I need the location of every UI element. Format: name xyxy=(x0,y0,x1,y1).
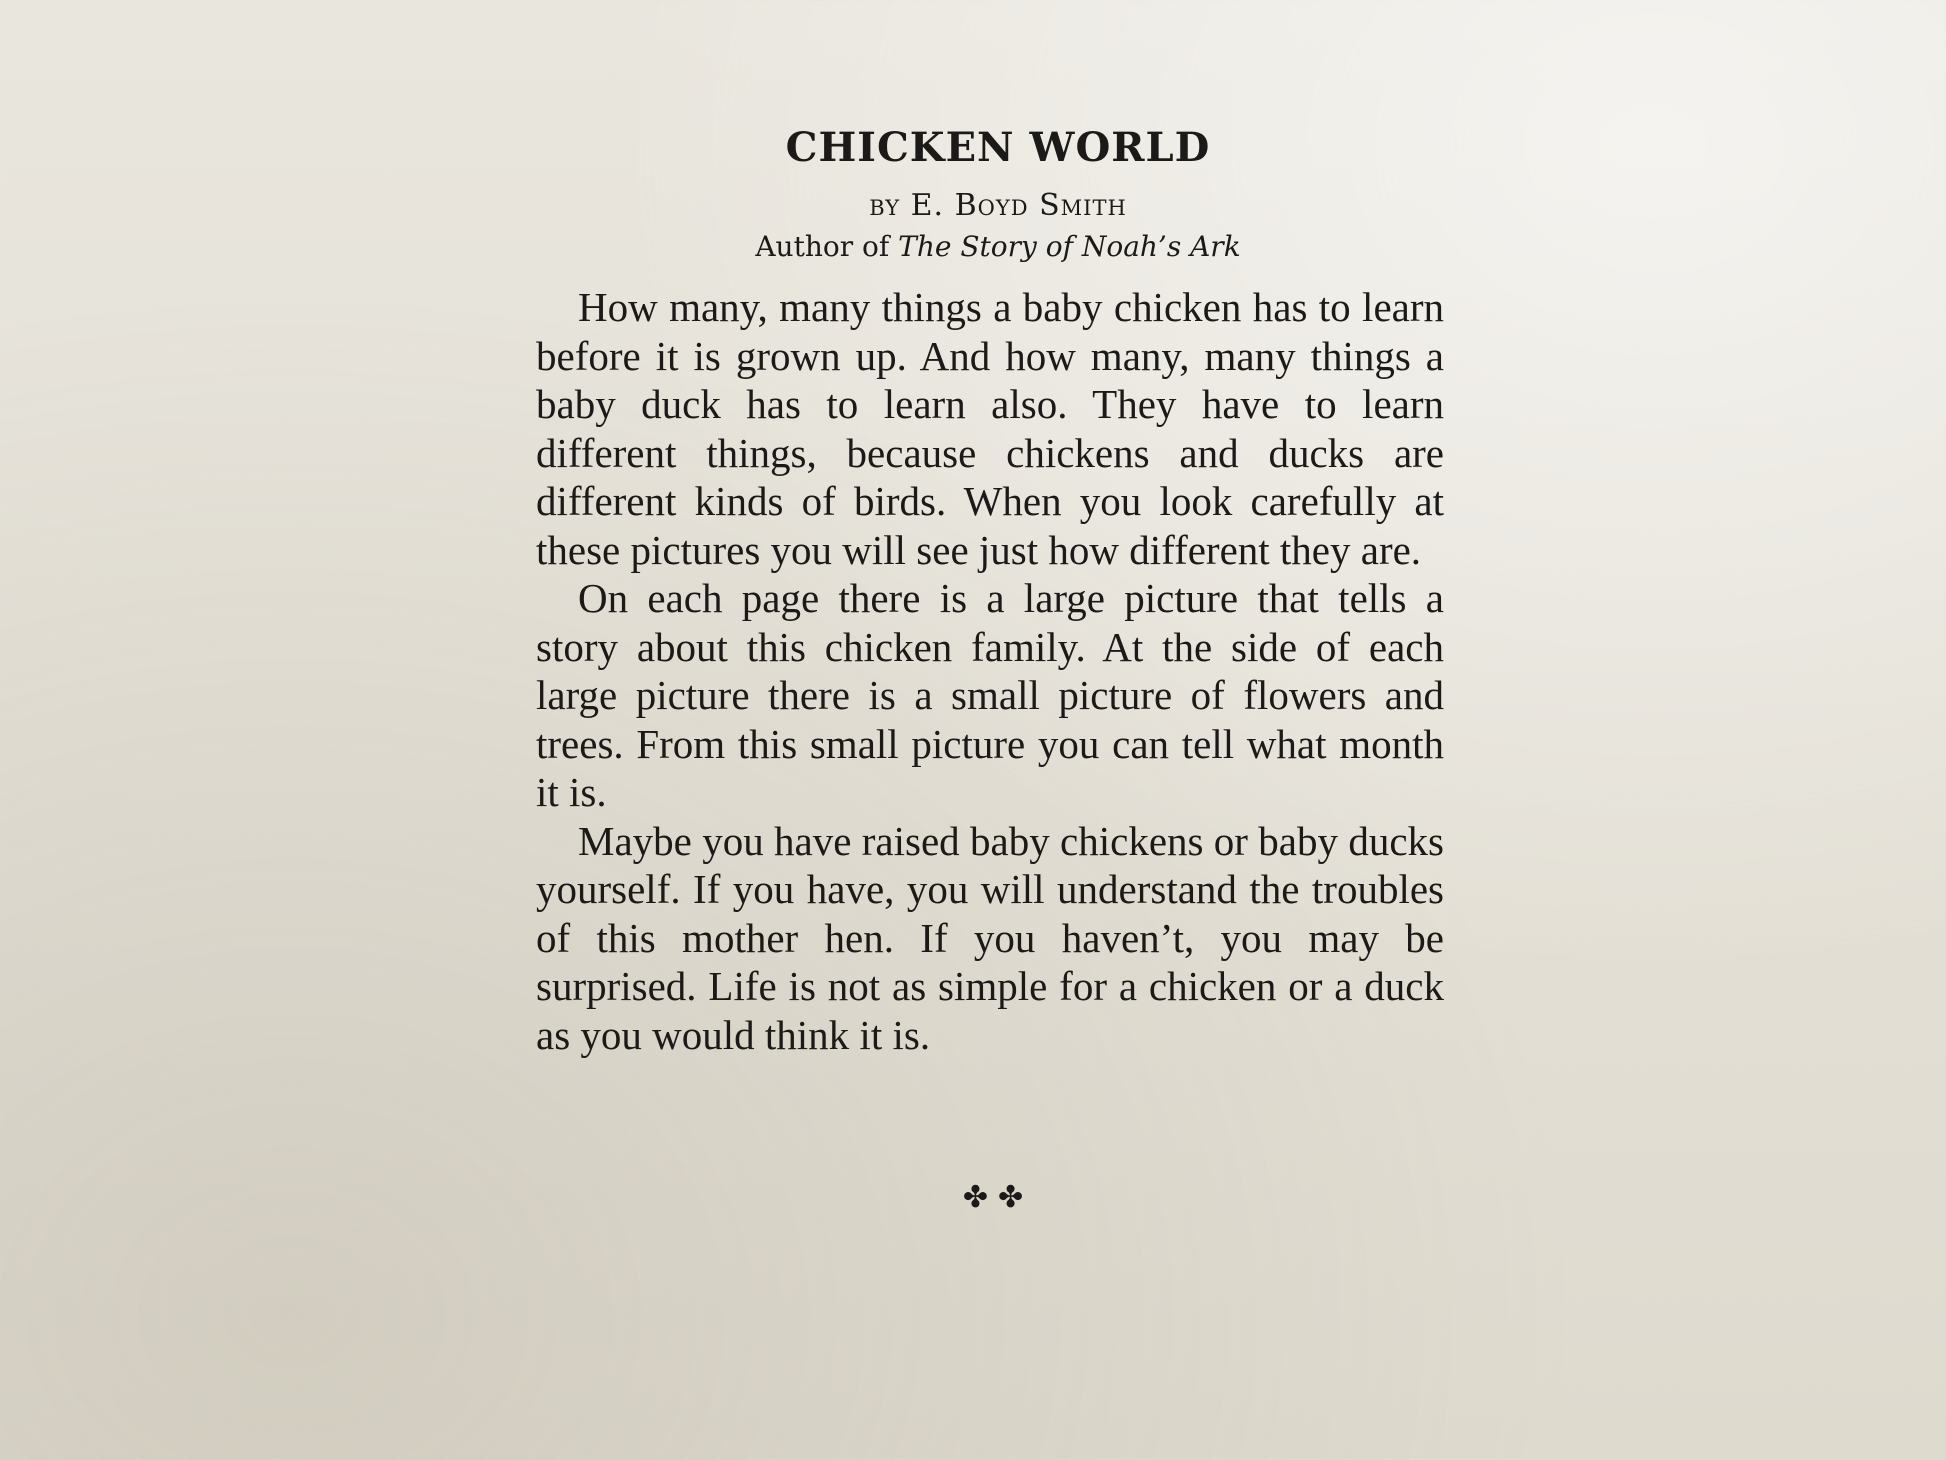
ornament-icon: ✤✤ xyxy=(962,1180,1034,1215)
author-credit xyxy=(0,230,1946,263)
author-credit-prefix: Author of xyxy=(755,230,890,263)
paragraph-2: On each page there is a large picture that tells a story about this chicken family. At the side of each large picture there is a small picture of flowers and trees. From this small picture you can tell what month it is. xyxy=(536,575,1444,815)
author-byline: by E. Boyd Smith xyxy=(869,188,1127,223)
paragraph-1: How many, many things a baby chicken has to learn before it is grown up. And how many, many things a baby duck has to learn also. They have to learn different things, because chickens and ducks are different kinds of birds. When you look carefully at these pictures you will see just how different they are. xyxy=(536,284,1444,573)
body-text xyxy=(536,283,1444,1059)
page-title: CHICKEN WORLD xyxy=(785,124,1211,171)
author-credit-book: The Story of Noah’s Ark xyxy=(898,230,1241,263)
paragraph-3: Maybe you have raised baby chickens or baby ducks yourself. If you have, you will understand the troubles of this mother hen. If you haven’t, you may be surprised. Life is not as simple for a chicken or a duck as you would think it is. xyxy=(536,817,1444,1058)
